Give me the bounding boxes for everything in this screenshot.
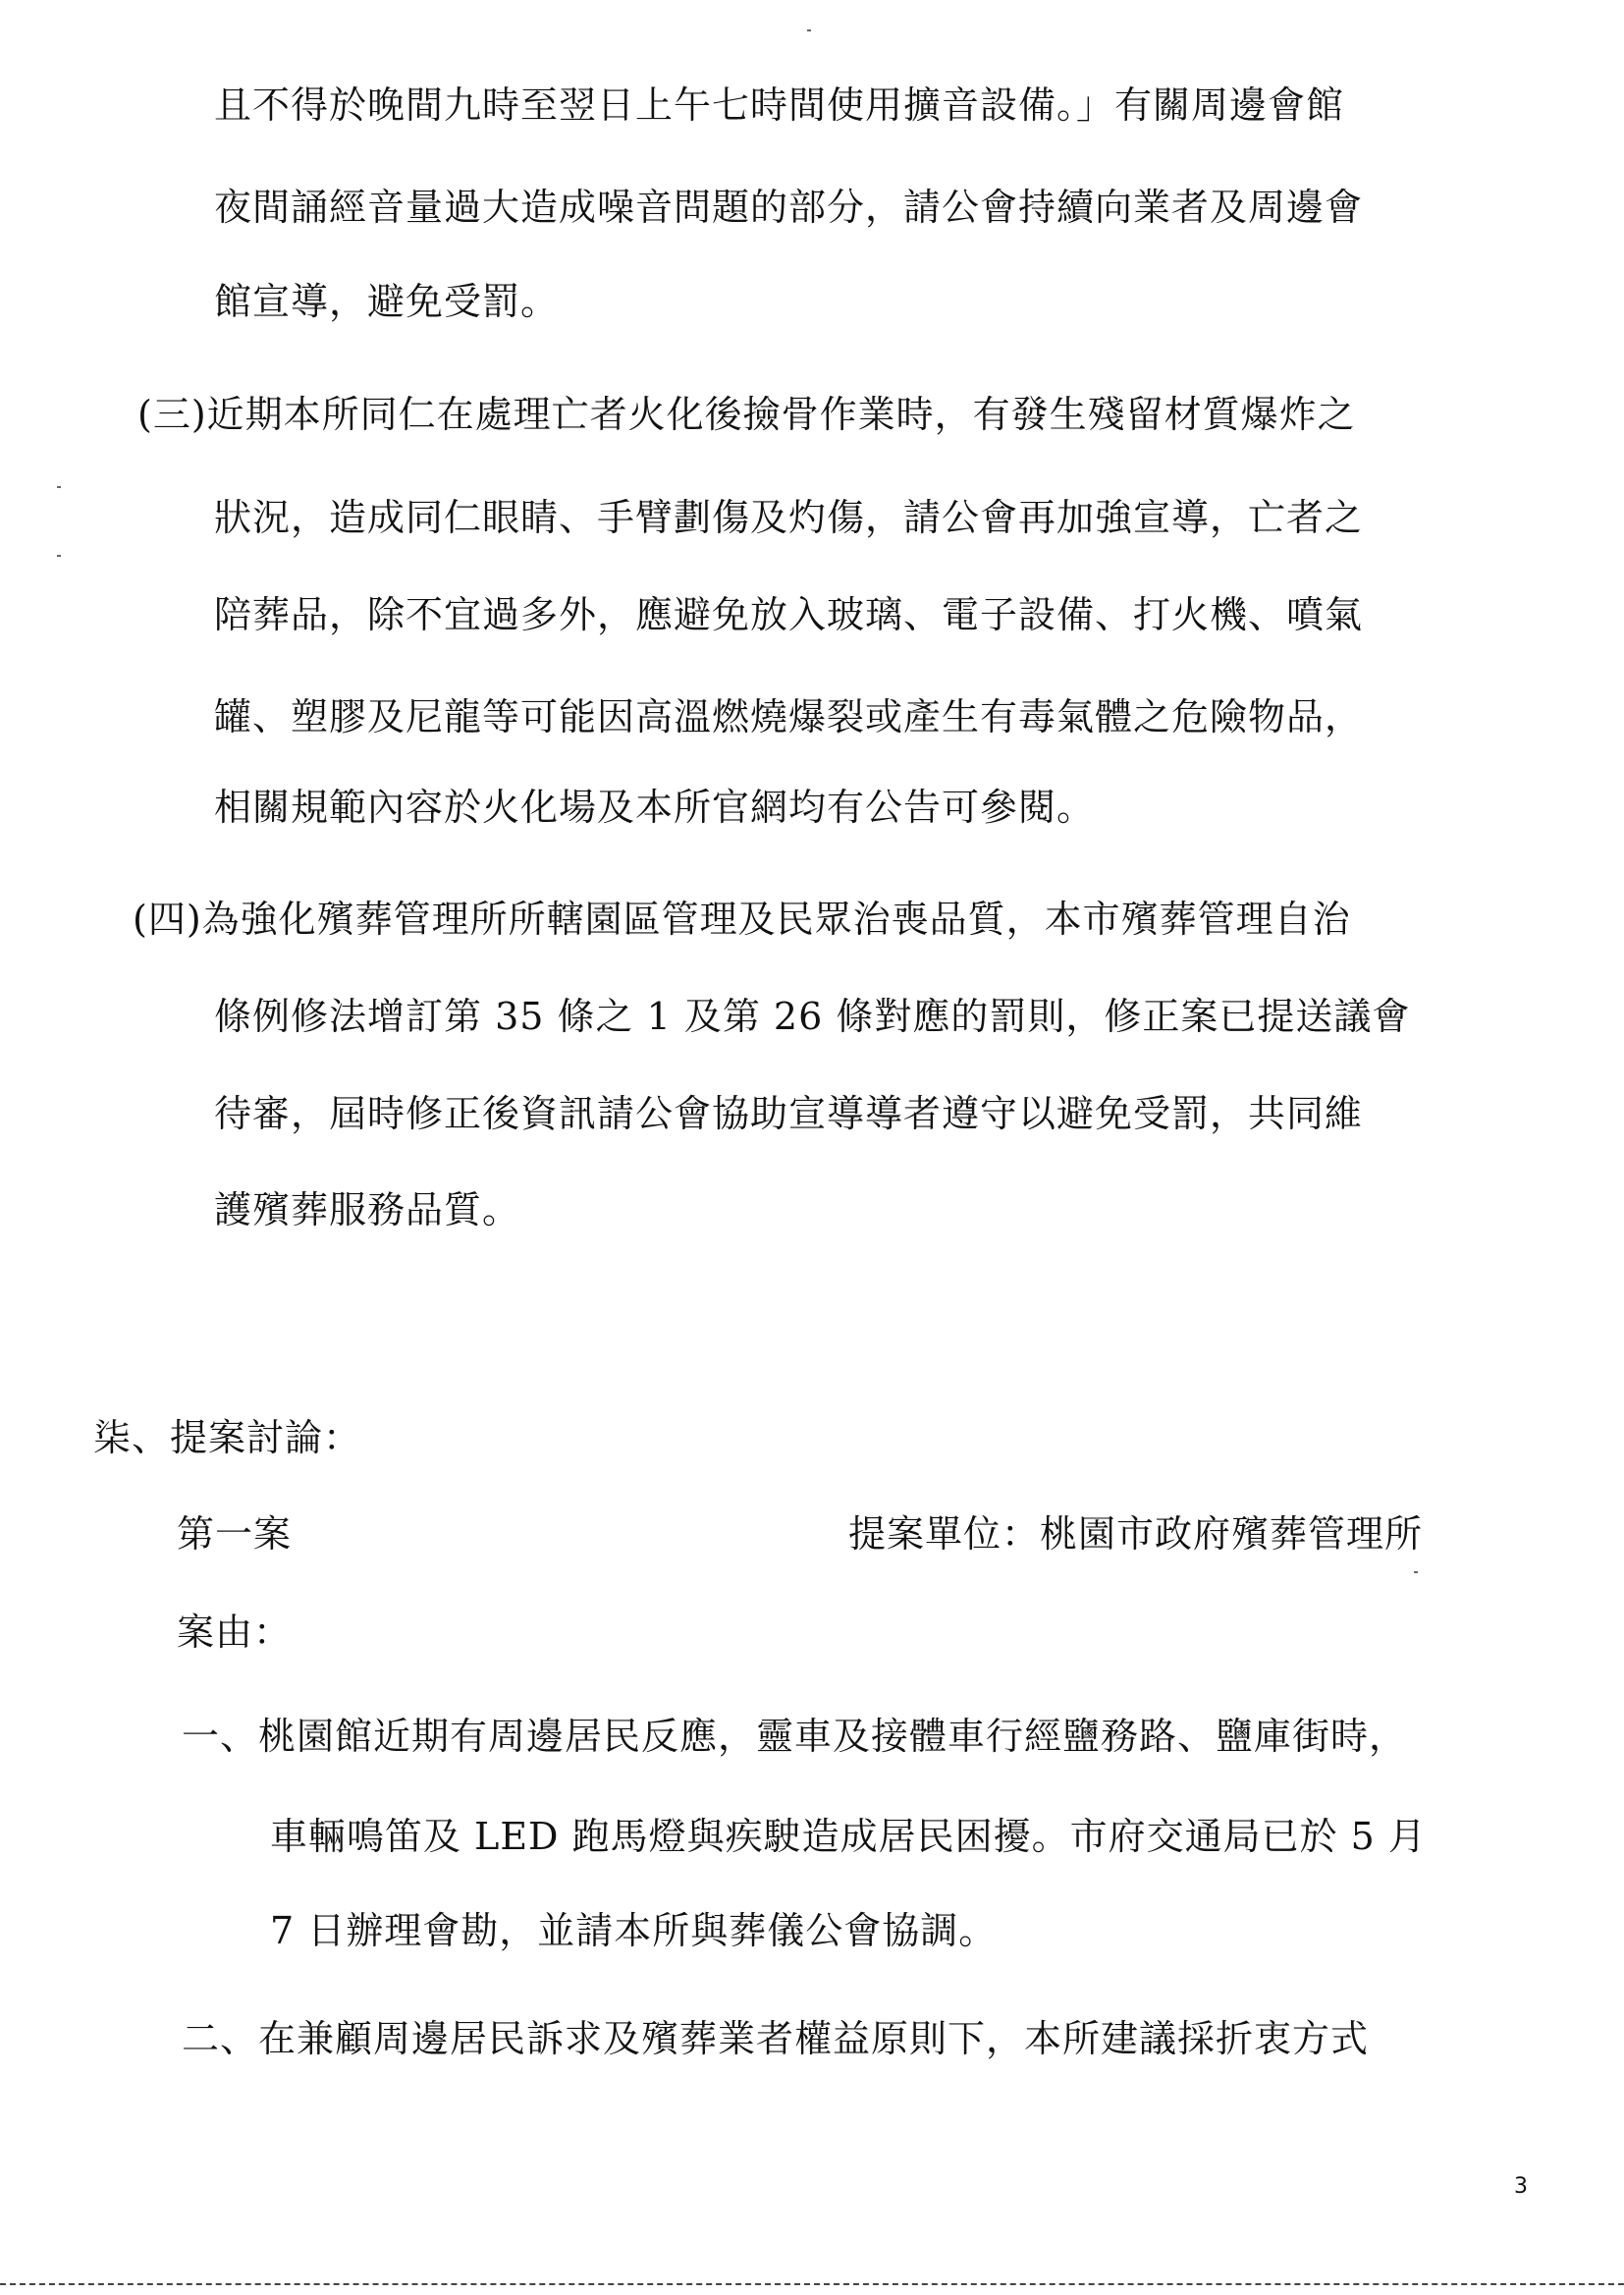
body-text-line: 狀況，造成同仁眼睛、手臂劃傷及灼傷，請公會再加強宣導，亡者之 (214, 496, 1364, 539)
scan-speck (57, 486, 61, 488)
page-number: 3 (1514, 2174, 1528, 2199)
body-text-line: 且不得於晚間九時至翌日上午七時間使用擴音設備。」有關周邊會館 (214, 83, 1345, 127)
reason-item-two: 二、在兼顧周邊居民訴求及殯葬業者權益原則下，本所建議採折衷方式 (182, 2017, 1370, 2060)
reason-item-one-continued: 7 日辦理會勘，並請本所與葬儀公會協調。 (270, 1909, 998, 1952)
case-title: 第一案 (177, 1512, 293, 1556)
item-three-heading-line: (三)近期本所同仁在處理亡者火化後撿骨作業時，有發生殘留材質爆炸之 (137, 393, 1356, 436)
body-text-line: 夜間誦經音量過大造成噪音問題的部分，請公會持續向業者及周邊會 (214, 186, 1364, 229)
reason-item-one: 一、桃園館近期有周邊居民反應，靈車及接體車行經鹽務路、鹽庫街時， (182, 1715, 1408, 1758)
body-text-line: 陪葬品，除不宜過多外，應避免放入玻璃、電子設備、打火機、噴氣 (214, 593, 1364, 636)
reason-item-one-continued: 車輛鳴笛及 LED 跑馬燈與疾駛造成居民困擾。市府交通局已於 5 月 (270, 1815, 1427, 1858)
item-four-heading-line: (四)為強化殯葬管理所所轄園區管理及民眾治喪品質，本市殯葬管理自治 (133, 898, 1351, 941)
body-text-line: 護殯葬服務品質。 (214, 1188, 521, 1231)
proposing-unit: 提案單位：桃園市政府殯葬管理所 (848, 1512, 1424, 1556)
body-text-line: 待審，屆時修正後資訊請公會協助宣導導者遵守以避免受罰，共同維 (214, 1092, 1364, 1135)
body-text-line: 館宣導，避免受罰。 (214, 280, 560, 323)
body-text-line: 條例修法增訂第 35 條之 1 及第 26 條對應的罰則，修正案已提送議會 (214, 995, 1411, 1038)
scan-speck (57, 555, 61, 557)
scan-speck (1414, 1571, 1418, 1573)
scan-speck (807, 29, 811, 31)
case-reason-label: 案由： (177, 1611, 293, 1654)
scan-edge-rule (0, 2283, 1624, 2285)
section-heading: 柒、提案討論： (93, 1416, 362, 1459)
body-text-line: 相關規範內容於火化場及本所官網均有公告可參閱。 (214, 786, 1096, 829)
body-text-line: 罐、塑膠及尼龍等可能因高溫燃燒爆裂或產生有毒氣體之危險物品， (214, 695, 1364, 738)
